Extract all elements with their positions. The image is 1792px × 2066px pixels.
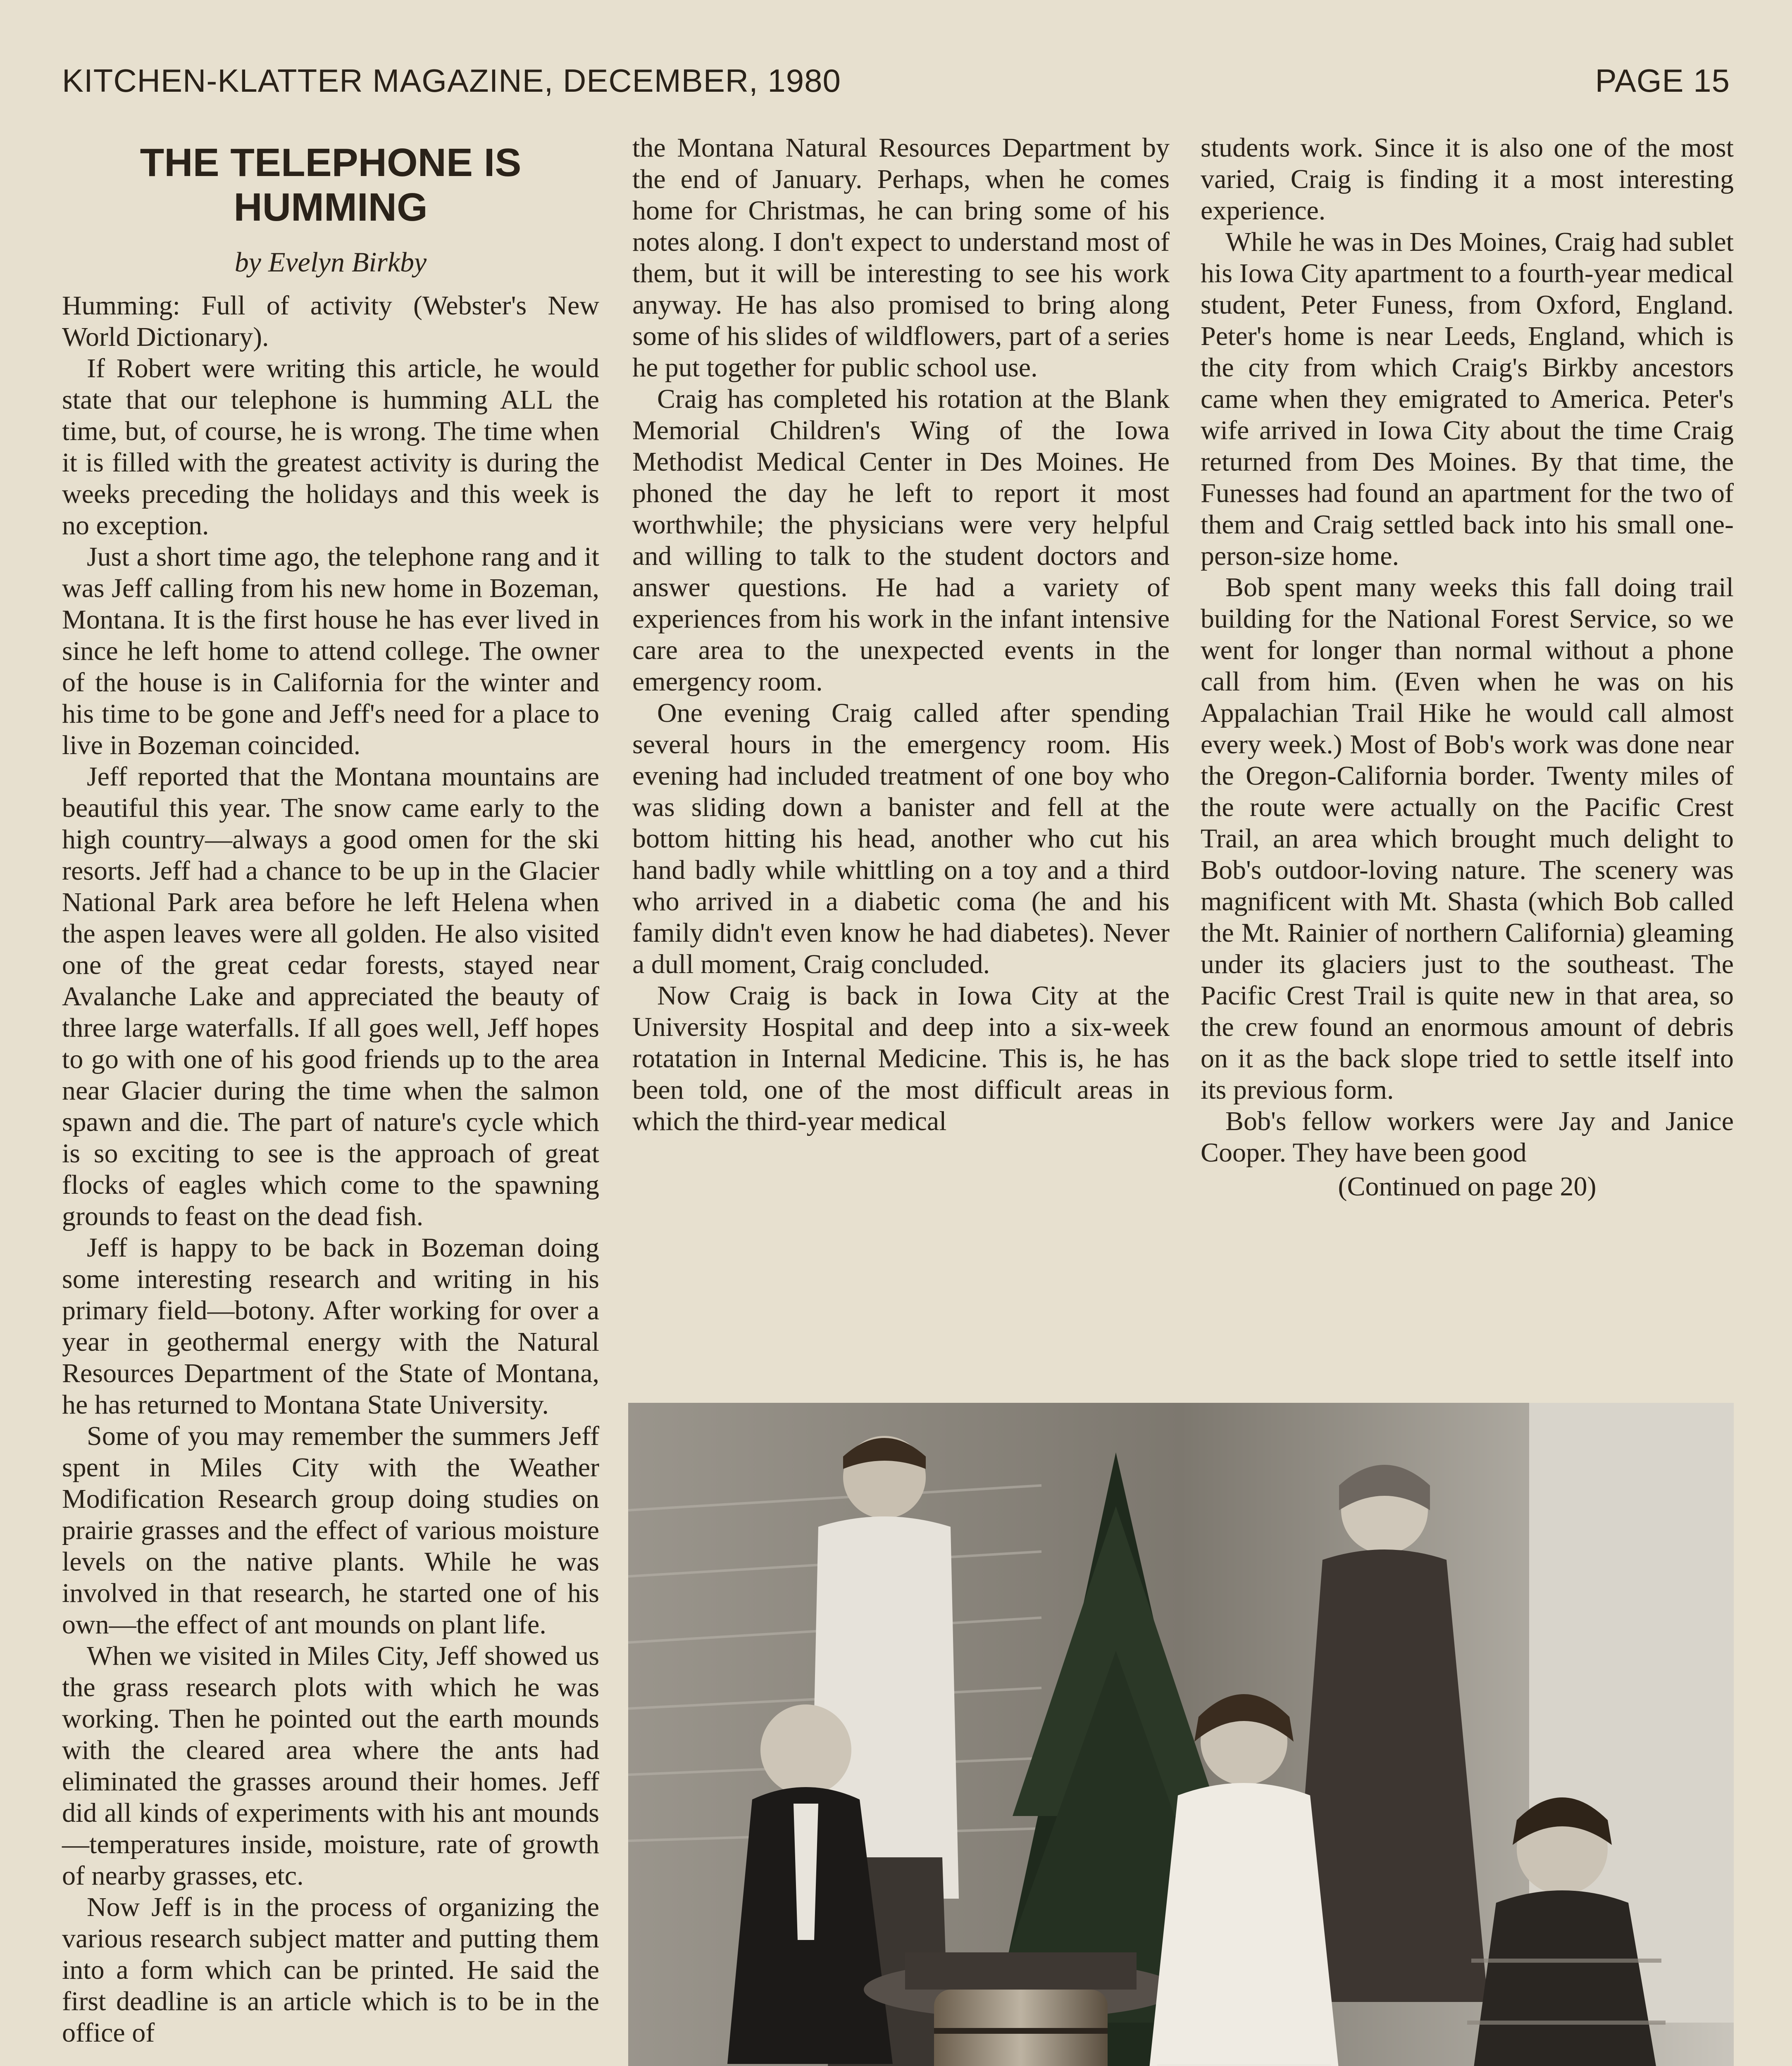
paragraph: Bob spent many weeks this fall doing trail building for the National Forest Service, so we went for longer than normal without a phone call from him. (Even when he was on his Appalachian Trail Hike he would call almost every week.) Most of Bob's work was done near the Oregon-California border. Twenty miles of the route were actually on the Pacific Crest Trail, an area which brought much delight to Bob's outdoor-loving nature. The scenery was magnificent with Mt. Shasta (which Bob called the Mt. Rainier of northern California) gleaming under its glaciers just to the southeast. The Pacific Crest Trail is quite new in that area, so the crew found an enormous amount of debris on it as the back slope tried to settle itself into its previous form. [1201, 572, 1734, 1105]
paragraph: Jeff is happy to be back in Bozeman doing some interesting research and writing in his primary field—botony. After working for over a year in geothermal energy with the Natural Resources Department of the State of Montana, he has returned to Montana State University. [62, 1233, 599, 1420]
paragraph: Humming: Full of activity (Webster's New World Dictionary). [62, 290, 599, 352]
article-byline: by Evelyn Birkby [234, 246, 427, 278]
family-photo [628, 1403, 1734, 2066]
paragraph: the Montana Natural Resources Department by the end of January. Perhaps, when he comes home for Christmas, he can bring some of his notes along. I don't expect to understand most of them, but it will be interesting to see his work anyway. He has also promised to bring along some of his slides of wildflowers, part of a series he put together for public school use. [632, 133, 1170, 383]
paragraph: When we visited in Miles City, Jeff showed us the grass research plots with which he was working. Then he pointed out the earth mounds with the cleared area where the ants had eliminated the grasses around their homes. Jeff did all kinds of experiments with his ant mounds—temperatures inside, moisture, rate of growth of nearby grasses, etc. [62, 1641, 599, 1891]
paragraph: Now Craig is back in Iowa City at the University Hospital and deep into a six-week rotatation in Internal Medicine. This is, he has been told, one of the most difficult areas in which the third-year medical [632, 981, 1170, 1136]
paragraph: While he was in Des Moines, Craig had sublet his Iowa City apartment to a fourth-year medical student, Peter Funess, from Oxford, England. Peter's home is near Leeds, England, which is the city from which Craig's Birkby ancestors came when they emigrated to America. Peter's wife arrived in Iowa City about the time Craig returned from Des Moines. By that time, the Funesses had found an apartment for the two of them and Craig settled back into his small one-person-size home. [1201, 227, 1734, 571]
continued-note: (Continued on page 20) [1338, 1171, 1597, 1202]
paragraph: Now Jeff is in the process of organizing the various research subject matter and putting them into a form which can be printed. He said the first deadline is an article which is to be in the office of [62, 1892, 599, 2048]
paragraph: Jeff reported that the Montana mountains are beautiful this year. The snow came early to the high country—always a good omen for the ski resorts. Jeff had a chance to be up in the Glacier National Park area before he left Helena when the aspen leaves were all golden. He also visited one of the great cedar forests, stayed near Avalanche Lake and appreciated the beauty of three large waterfalls. If all goes well, Jeff hopes to go with one of his good friends up to the area near Glacier during the time when the salmon spawn and die. The part of nature's cycle which is so exciting to see is the approach of great flocks of eagles which come to the spawning grounds to feast on the dead fish. [62, 762, 599, 1231]
paragraph: Bob's fellow workers were Jay and Janice Cooper. They have been good [1201, 1106, 1734, 1168]
paragraph: One evening Craig called after spending several hours in the emergency room. His evening had included treatment of one boy who was sliding down a banister and fell at the bottom hitting his head, another who cut his hand badly while whittling on a toy and a third who arrived in a diabetic coma (he and his family didn't even know he had diabetes). Never a dull moment, Craig concluded. [632, 698, 1170, 979]
paragraph: Some of you may remember the summers Jeff spent in Miles City with the Weather Modification Research group doing studies on prairie grasses and the effect of various moisture levels on the native plants. While he was involved in that research, he started one of his own—the effect of ant mounds on plant life. [62, 1421, 599, 1640]
column-1 [62, 132, 599, 2066]
paragraph: If Robert were writing this article, he would state that our telephone is humming ALL the time, but, of course, he is wrong. The time when it is filled with the greatest activity is during the weeks preceding the holidays and this week is no exception. [62, 353, 599, 540]
paragraph: Craig has completed his rotation at the Blank Memorial Children's Wing of the Iowa Methodist Medical Center in Des Moines. He phoned the day he left to report it most worthwhile; the physicians were very helpful and willing to talk to the student doctors and answer questions. He had a variety of experiences from his work in the infant intensive care area to the unexpected events in the emergency room. [632, 384, 1170, 697]
publication-line: KITCHEN-KLATTER MAGAZINE, DECEMBER, 1980 [62, 62, 841, 99]
paragraph: Just a short time ago, the telephone rang and it was Jeff calling from his new home in Bozeman, Montana. It is the first house he has ever lived in since he left home to attend college. The owner of the house is in California for the winter and his time to be gone and Jeff's need for a place to live in Bozeman coincided. [62, 542, 599, 760]
page-header [62, 62, 1730, 120]
column-2 [632, 132, 1170, 1372]
column-3 [1201, 132, 1734, 1372]
article-title: THE TELEPHONE IS HUMMING [140, 140, 522, 229]
page-number: PAGE 15 [1595, 62, 1730, 99]
paragraph: students work. Since it is also one of the most varied, Craig is finding it a most interesting experience. [1201, 133, 1734, 226]
